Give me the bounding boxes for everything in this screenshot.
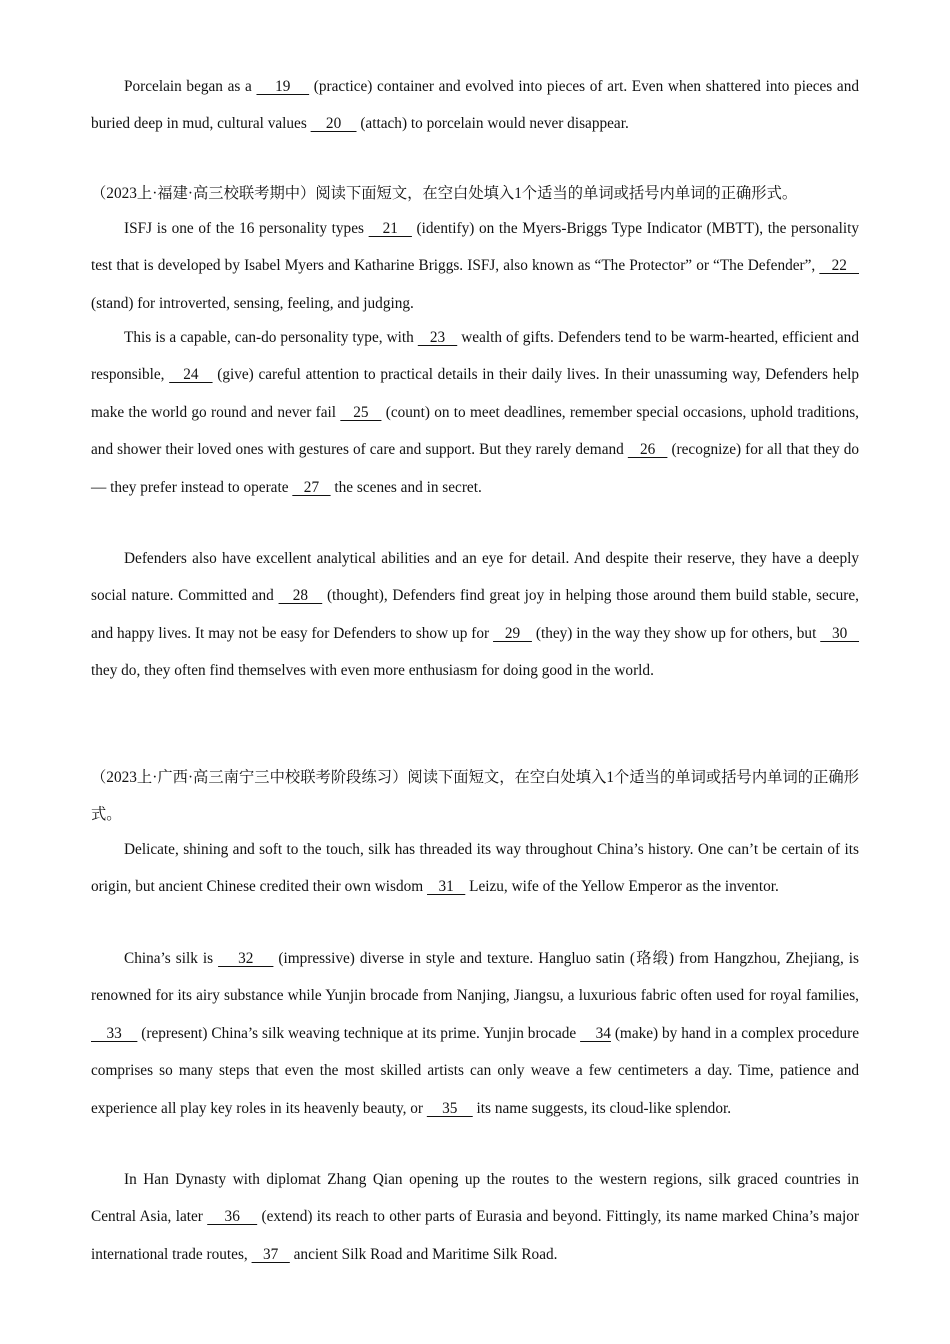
blank-32[interactable]: 32: [218, 950, 274, 967]
blank-31[interactable]: 31: [427, 878, 466, 896]
text-segment: (identify) on the Myers-Briggs Type Indicator (MBTT), the personality test that is developed by Isabel Myers and Katharine Briggs. ISFJ, also known as “The Protector” or “The Defender”,: [91, 220, 860, 275]
blank-34[interactable]: 34: [580, 1024, 611, 1042]
text-segment: (make) by hand in a complex procedure comprises so many steps that even the most skilled artists can only weave a few centimeters a day. Time, patience and experience all play key roles in its heavenly beauty, or: [91, 1024, 859, 1117]
silk-paragraph-3: [91, 1161, 859, 1273]
text-segment: Porcelain began as a: [124, 78, 257, 95]
text-segment: (represent) China’s silk weaving technique at its prime. Yunjin brocade: [137, 1024, 581, 1042]
text-segment: China’s silk is: [124, 950, 219, 967]
text-segment: (stand) for introverted, sensing, feeling, and judging.: [91, 294, 414, 312]
blank-22[interactable]: 22: [819, 257, 859, 275]
blank-25[interactable]: 25: [340, 403, 382, 421]
text-segment: the scenes and in secret.: [330, 478, 482, 496]
text-segment: (they) in the way they show up for others, but: [531, 624, 821, 642]
passage3-instruction-header: （2023上·广西·高三南宁三中校联考阶段练习）阅读下面短文，在空白处填入1个适当的单词或括号内单词的正确形式。: [91, 769, 859, 824]
isfj-paragraph-2: [91, 319, 859, 506]
isfj-paragraph-1: [91, 210, 859, 322]
porcelain-paragraph: [91, 68, 859, 143]
text-segment: wealth of gifts. Defenders tend to be warm-hearted, efficient and responsible,: [91, 329, 859, 384]
text-segment: (count) on to meet deadlines, remember special occasions, uphold traditions, and shower their loved ones with gestures of care and support. But they rarely demand: [91, 403, 859, 459]
blank-35[interactable]: 35: [426, 1099, 473, 1117]
blank-37[interactable]: 37: [251, 1245, 290, 1263]
blank-24[interactable]: 24: [169, 366, 213, 384]
text-segment: Leizu, wife of the Yellow Emperor as the inventor.: [465, 878, 779, 896]
text-segment: its name suggests, its cloud-like splendor.: [472, 1099, 732, 1117]
blank-21[interactable]: 21: [368, 220, 412, 237]
blank-23[interactable]: 23: [417, 329, 458, 346]
blank-26[interactable]: 26: [627, 441, 668, 459]
blank-27[interactable]: 27: [292, 478, 331, 496]
silk-paragraph-2: [91, 940, 859, 1127]
text-segment: (thought), Defenders find great joy in helping those around them build stable, secure, and happy lives. It may not be easy for Defenders to show up for: [91, 587, 859, 642]
blank-30[interactable]: 30: [820, 624, 860, 642]
text-segment: (impressive) diverse in style and texture. Hangluo satin (珞缎) from Hangzhou, Zhejiang, is renowned for its airy substance while Yunjin brocade from Nanjing, Jiangsu, a luxurious fabric often used for royal families,: [91, 950, 859, 1005]
text-segment: (practice) container and evolved into pieces of art. Even when shattered into pieces and buried deep in mud, cultural values: [91, 78, 860, 133]
text-segment: ISFJ is one of the 16 personality types: [124, 220, 369, 237]
text-segment: This is a capable, can-do personality type, with: [124, 329, 418, 346]
text-segment: (extend) its reach to other parts of Eurasia and beyond. Fittingly, its name marked China’s major international trade routes,: [91, 1208, 860, 1263]
text-segment: (attach) to porcelain would never disappear.: [356, 115, 629, 133]
blank-33[interactable]: 33: [91, 1024, 138, 1042]
blank-20[interactable]: 20: [310, 115, 357, 133]
passage2-instruction-header: （2023上·福建·高三校联考期中）阅读下面短文，在空白处填入1个适当的单词或括号内单词的正确形式。: [91, 185, 798, 202]
text-segment: ancient Silk Road and Maritime Silk Road.: [289, 1245, 558, 1263]
text-segment: Defenders also have excellent analytical abilities and an eye for detail. And despite their reserve, they have a deeply social nature. Committed and: [91, 550, 859, 605]
blank-36[interactable]: 36: [207, 1208, 258, 1226]
isfj-paragraph-3: [91, 540, 859, 690]
text-segment: they do, they often find themselves with even more enthusiasm for doing good in the world.: [91, 662, 654, 680]
blank-28[interactable]: 28: [278, 587, 323, 605]
text-segment: (give) careful attention to practical details in their daily lives. In their unassuming way, Defenders help make the world go round and never fail: [91, 366, 859, 421]
blank-19[interactable]: 19: [256, 78, 310, 95]
text-segment: In Han Dynasty with diplomat Zhang Qian opening up the routes to the western regions, silk graced countries in Central Asia, later: [91, 1171, 859, 1226]
text-segment: (recognize) for all that they do — they prefer instead to operate: [91, 441, 859, 496]
blank-29[interactable]: 29: [493, 624, 532, 642]
silk-paragraph-1: [91, 831, 859, 906]
text-segment: Delicate, shining and soft to the touch, silk has threaded its way throughout China’s history. One can’t be certain of its origin, but ancient Chinese credited their own wisdom: [91, 841, 859, 896]
